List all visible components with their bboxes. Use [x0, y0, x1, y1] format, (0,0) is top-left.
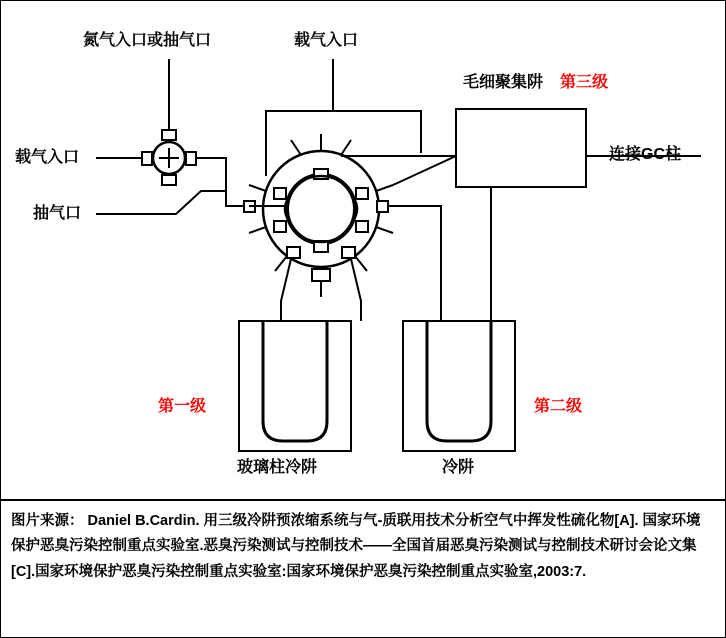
label-capillary-focusing-trap: 毛细聚集阱	[463, 74, 544, 91]
label-stage-two: 第二级	[534, 398, 583, 415]
stage-one-dewar	[239, 321, 351, 451]
label-cold-trap: 冷阱	[442, 459, 475, 476]
label-stage-three: 第三级	[560, 74, 609, 91]
line-valve-to-rotary	[196, 158, 249, 206]
line-rotary-to-stage-three	[393, 156, 456, 185]
valve-port-left	[142, 152, 152, 165]
label-pump-outlet: 抽气口	[33, 205, 82, 222]
line-rotary-to-stage-one-a	[281, 259, 291, 321]
valve-port-right	[186, 152, 196, 165]
valve-port-top	[162, 130, 176, 140]
stage-two-dewar	[403, 321, 515, 451]
label-stage-one: 第一级	[158, 398, 207, 415]
label-connect-gc-column: 连接GC柱	[609, 146, 682, 163]
three-stage-cold-trap-schematic	[1, 1, 725, 499]
diagram-area	[1, 1, 725, 499]
capillary-focusing-trap-box	[456, 109, 586, 187]
line-rotary-to-stage-two	[388, 206, 441, 321]
valve-port-bottom	[162, 175, 176, 185]
label-carrier-gas-inlet-top: 载气入口	[294, 32, 359, 49]
label-carrier-gas-inlet-left: 载气入口	[15, 149, 80, 166]
rotary-valve-inner-ring	[287, 175, 355, 243]
label-nitrogen-inlet: 氮气入口或抽气口	[83, 32, 212, 49]
rotary-valve-bottom-block	[312, 269, 330, 281]
line-rotary-to-stage-one-b	[351, 259, 361, 321]
figure-source-caption: 图片来源： Daniel B.Cardin. 用三级冷阱预浓缩系统与气-质联用技术分析空气中挥发性硫化物[A]. 国家环境保护恶臭污染控制重点实验室.恶臭污染测试与控制技术——全国首届恶臭污染测试与控制技术研讨会论文集[C].国家环境保护恶臭污染控制重点实验室:国家环境保护恶臭污染控制重点实验室,2003:7.	[11, 513, 701, 580]
label-glass-tube-cold-trap: 玻璃柱冷阱	[237, 459, 318, 476]
